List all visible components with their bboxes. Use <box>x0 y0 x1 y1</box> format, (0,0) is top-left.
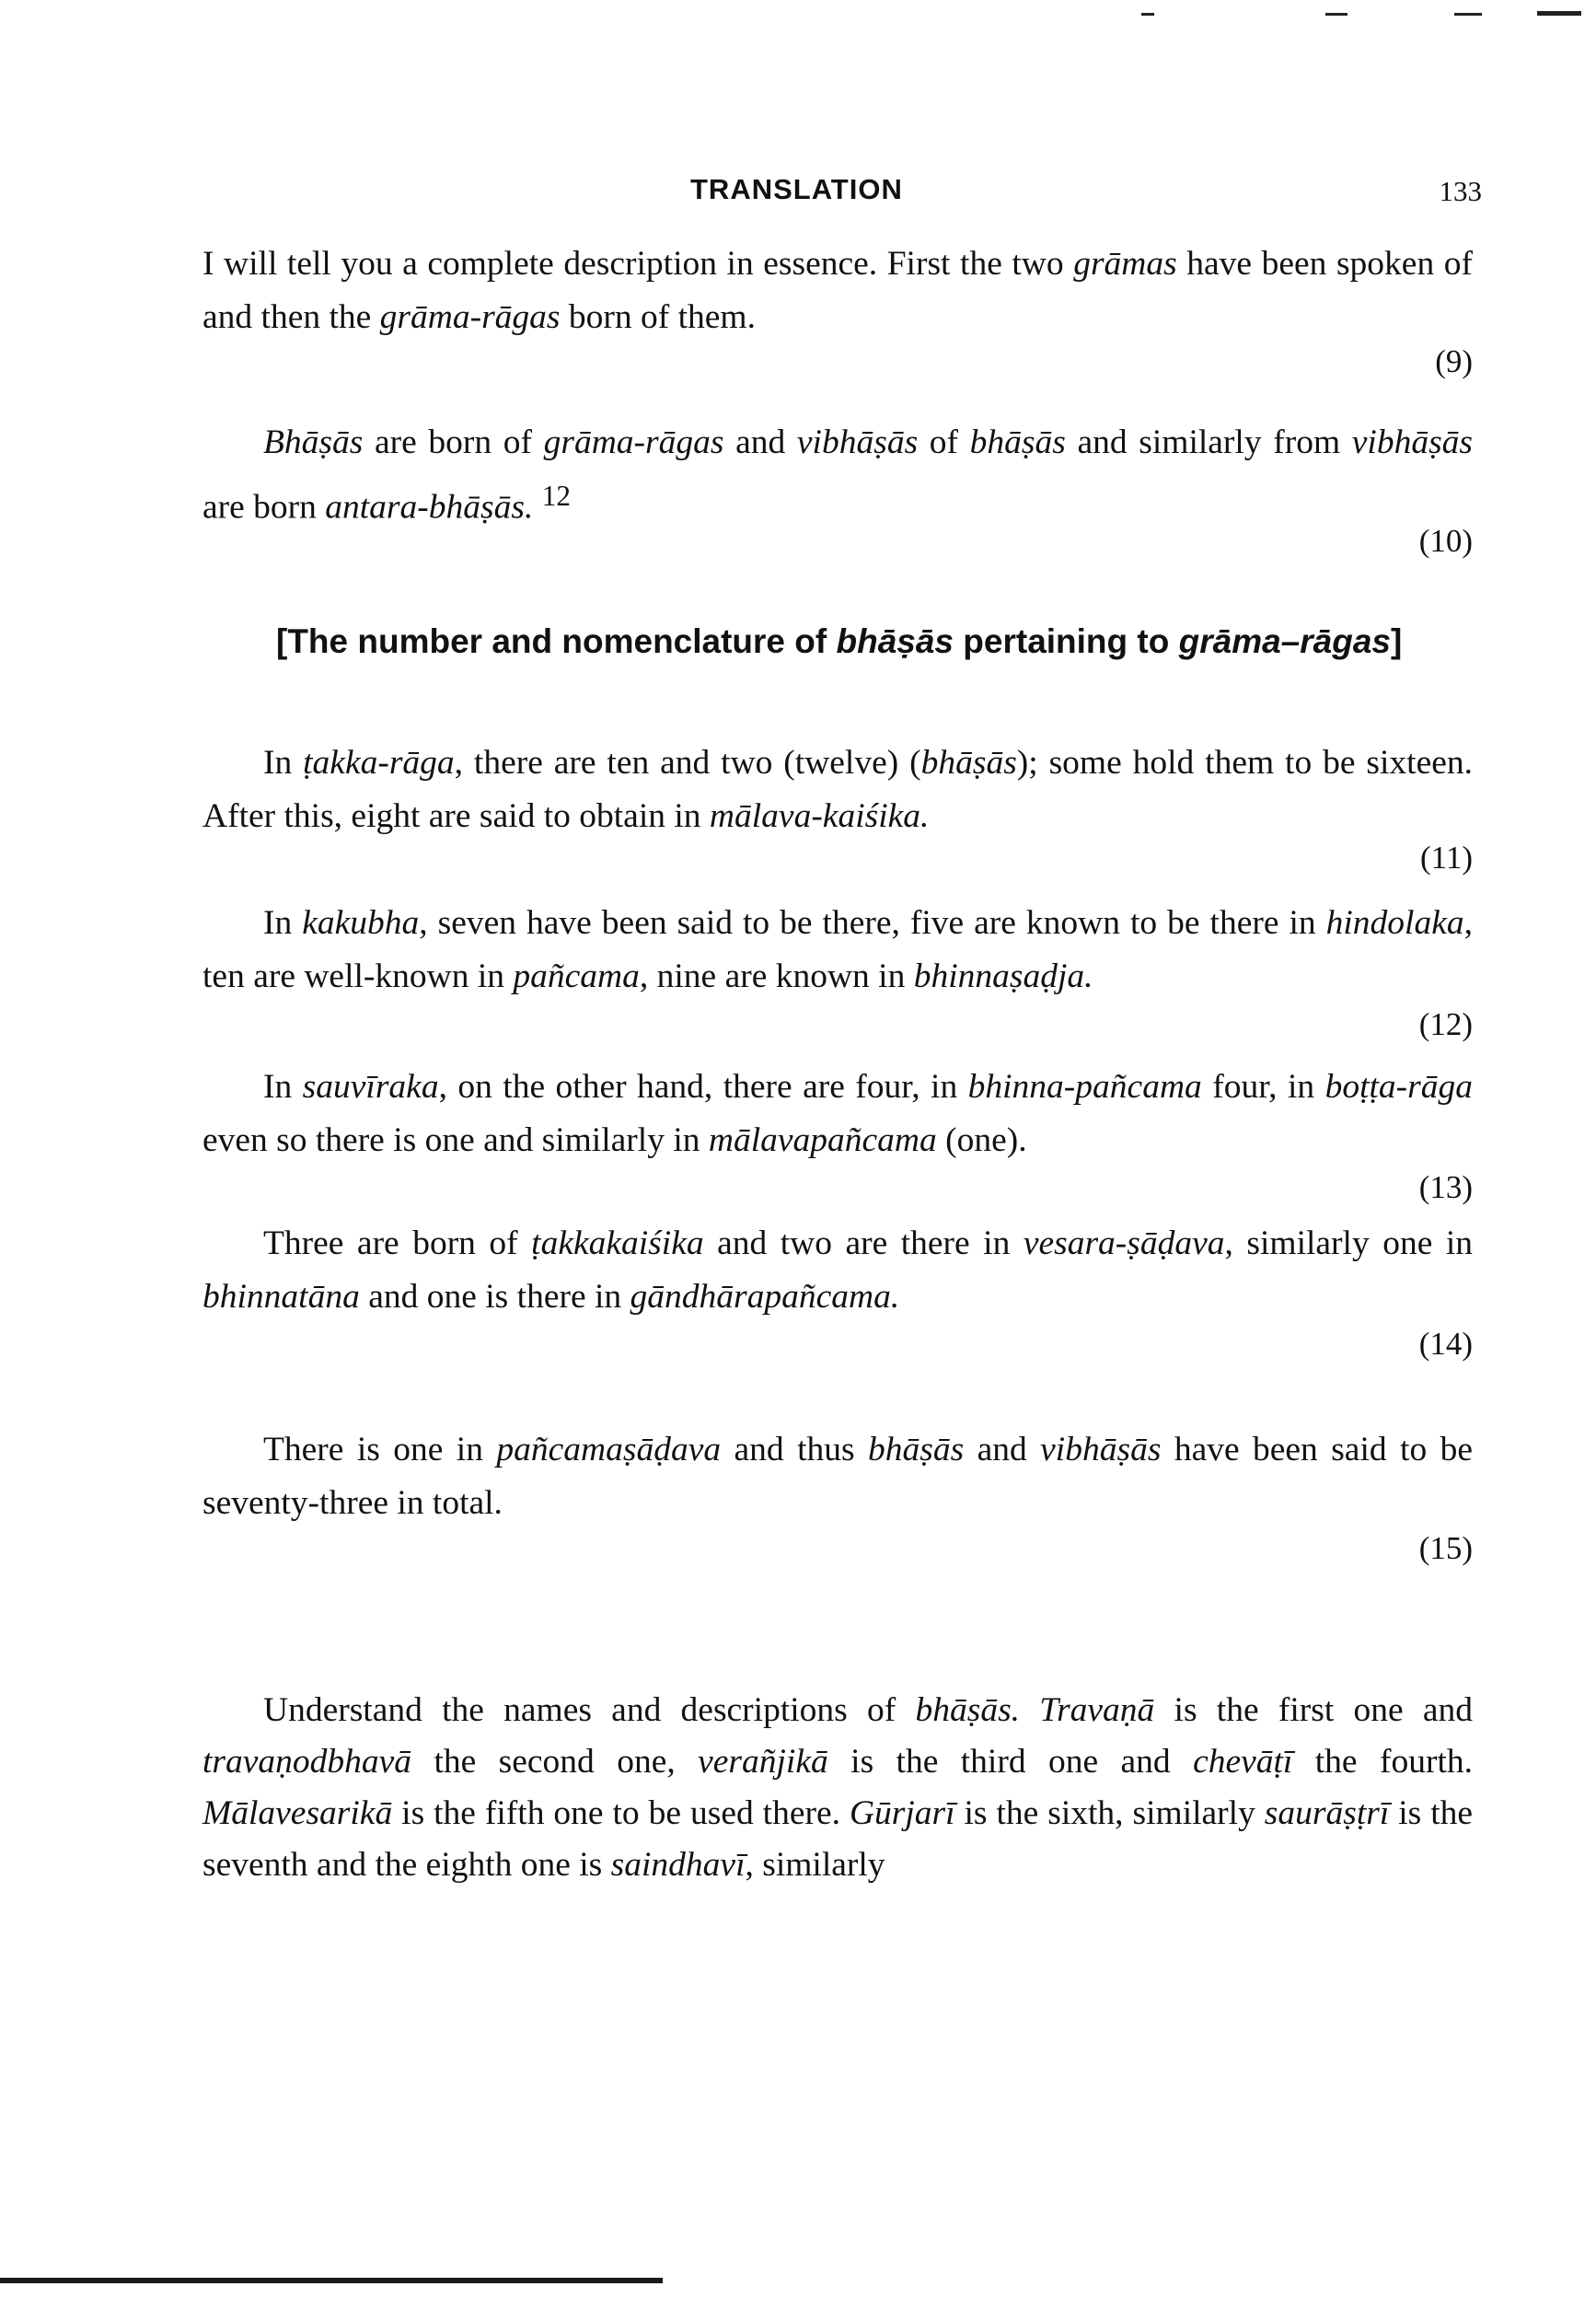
running-header <box>202 173 1482 219</box>
verse-15-text: There is one in pañcamaṣāḍava and thus bhāṣās and vibhāṣās have been said to be seventy-three in total. <box>202 1431 1473 1522</box>
verse-number-10: (10) <box>1418 523 1473 559</box>
verse-12-text: In kakubha, seven have been said to be there, five are known to be there in hindolaka, ten are well-known in pañcama, nine are known in bhinnaṣaḍja. <box>202 904 1473 995</box>
verse-number-9: (9) <box>1435 343 1473 379</box>
verse-number-14: (14) <box>1418 1326 1473 1362</box>
verse-number-15: (15) <box>1418 1530 1473 1566</box>
names-paragraph: Understand the names and descriptions of bhāṣās. Travaṇā is the first one and travaṇodbhavā the second one, verañjikā is the third one and chevāṭī the fourth. Mālavesarikā is the fifth one to be used there. Gūrjarī is the sixth, similarly saurāṣṭrī is the seventh and the eighth one is saindhavī, similarly <box>202 1691 1474 1884</box>
scan-artifact <box>1325 13 1347 16</box>
scan-bottom-edge <box>0 2278 663 2283</box>
page-number: 133 <box>1439 175 1482 207</box>
scan-artifact <box>1141 13 1154 16</box>
verse-number-12: (12) <box>1418 1006 1473 1042</box>
running-title: TRANSLATION <box>690 173 903 205</box>
verse-number-11: (11) <box>1419 840 1473 876</box>
verse-14-text: Three are born of ṭakkakaiśika and two are there in vesara-ṣāḍava, similarly one in bhinnatāna and one is there in gāndhārapañcama. <box>202 1224 1474 1316</box>
section-heading: [The number and nomenclature of bhāṣās pertaining to grāma–rāgas] <box>276 622 1403 660</box>
verse-9-text: I will tell you a complete description in essence. First the two grāmas have been spoken of and then the grāma-rāgas born of them. <box>202 245 1473 336</box>
verse-13-text: In sauvīraka, on the other hand, there are four, in bhinna-pañcama four, in boṭṭa-rāga even so there is one and similarly in mālavapañcama (one). <box>202 1068 1473 1159</box>
verse-number-13: (13) <box>1418 1169 1473 1205</box>
verse-10-text: Bhāṣās are born of grāma-rāgas and vibhāṣās of bhāṣās and similarly from vibhāṣās are born antara-bhāṣās. $^{12}$ <box>202 424 1473 527</box>
scan-artifact <box>1454 13 1482 16</box>
scan-artifact <box>1537 11 1581 16</box>
verse-11-text: In ṭakka-rāga, there are ten and two (twelve) (bhāṣās); some hold them to be sixteen. After this, eight are said to obtain in mālava-kaiśika. <box>202 744 1473 835</box>
